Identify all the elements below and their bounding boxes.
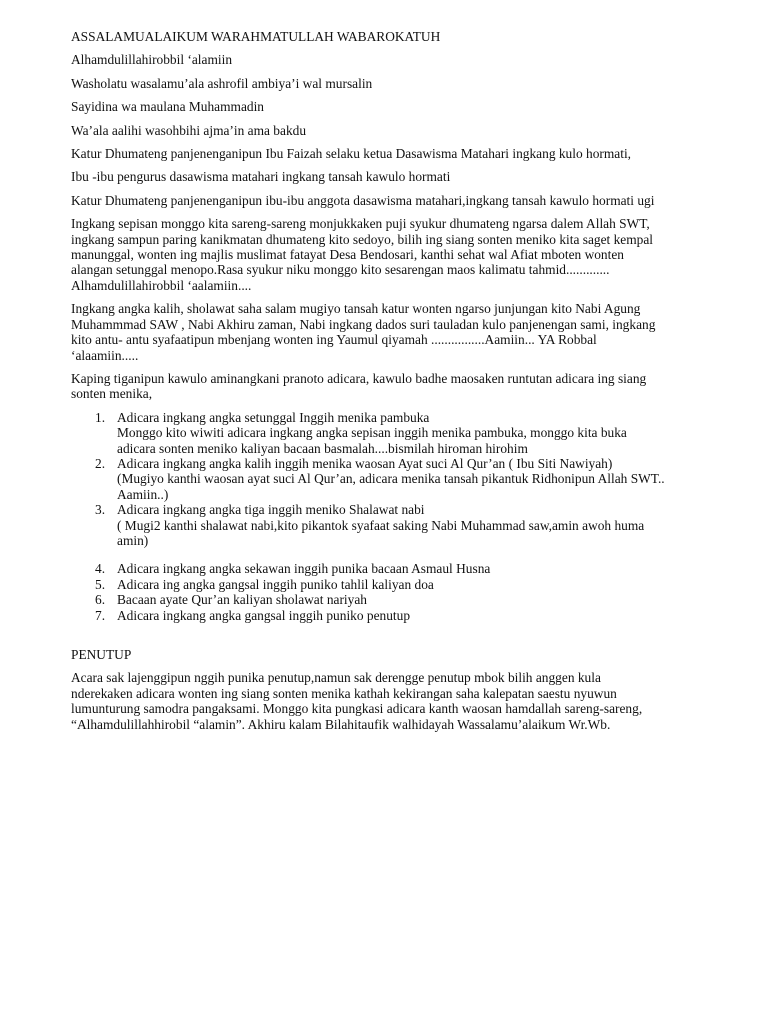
opening-line: Wa’ala aalihi wasohbihi ajma’in ama bakdu [71, 122, 307, 138]
paragraph-line: alangan setunggal menopo.Rasa syukur niku monggo kito sesarengan maos kalimatu tahmid............. [71, 262, 610, 278]
agenda-item [71, 577, 743, 592]
paragraph-line: manunggal, wonten ing majlis muslimat fatayat Desa Bendosari, kanthi sehat wal Afiat mboten wonten [71, 247, 624, 263]
paragraph-line: “Alhamdulillahhirobil “alamin”. Akhiru kalam Bilahitaufik walhidayah Wassalamu’alaikum Wr.Wb. [71, 716, 611, 732]
paragraph-line: kito antu- antu syafaatipun mbenjang wonten ing Yaumul qiyamah ................Aamiin... YA Robbal [71, 332, 597, 348]
paragraph-line: Ingkang sepisan monggo kita sareng-sareng monjukkaken puji syukur dhumateng ngarsa dalem Allah SWT, [71, 216, 650, 232]
salutation-line: Katur Dhumateng panjenenganipun Ibu Faizah selaku ketua Dasawisma Matahari ingkang kulo hormati, [71, 146, 632, 162]
paragraph-line: Ingkang angka kalih, sholawat saha salam mugiyo tansah katur wonten ngarso junjungan kito Nabi Agung [71, 301, 641, 317]
agenda-item-number: 4. [95, 561, 106, 577]
agenda-item-line: Adicara ingkang angka tiga inggih meniko Shalawat nabi [117, 502, 425, 518]
closing-heading: PENUTUP [71, 647, 132, 662]
agenda-item [71, 561, 743, 576]
agenda-item-number: 2. [95, 455, 106, 471]
agenda-intro-paragraph [71, 371, 743, 402]
agenda-item [71, 456, 743, 502]
paragraph-line: Muhammmad SAW , Nabi Akhiru zaman, Nabi ingkang dados suri tauladan kulo panjenengan sami, ingkang [71, 316, 656, 332]
agenda-item-line: Adicara ingkang angka gangsal inggih puniko penutup [117, 607, 411, 623]
agenda-item-line: Adicara ing angka gangsal inggih puniko tahlil kaliyan doa [117, 576, 434, 592]
greeting-heading: ASSALAMUALAIKUM WARAHMATULLAH WABAROKATUH [71, 29, 441, 44]
paragraph-line: ‘alaamiin..... [71, 347, 139, 363]
agenda-item-line: amin) [117, 532, 149, 548]
agenda-item [71, 502, 743, 548]
agenda-list [71, 410, 743, 549]
agenda-item-number: 7. [95, 607, 106, 623]
agenda-item-line: Adicara ingkang angka setunggal Inggih menika pambuka [117, 409, 430, 425]
agenda-item [71, 592, 743, 607]
paragraph-line: Acara sak lajenggipun nggih punika penutup,namun sak derengge penutup mbok bilih anggen kula [71, 670, 601, 686]
agenda-item-line: Bacaan ayate Qur’an kaliyan sholawat nariyah [117, 592, 367, 608]
agenda-item-number: 1. [95, 409, 106, 425]
paragraph-line: nderekaken adicara wonten ing siang sonten menika kathah kekirangan saha kalepatan saestu nyuwun [71, 685, 617, 701]
document-body [71, 29, 743, 740]
agenda-item-number: 6. [95, 592, 106, 608]
spacer [71, 623, 743, 647]
salutation-line: Ibu -ibu pengurus dasawisma matahari ingkang tansah kawulo hormati [71, 169, 451, 185]
agenda-item-line: Monggo kito wiwiti adicara ingkang angka sepisan inggih menika pambuka, monggo kita buka [117, 425, 627, 441]
opening-line: Sayidina wa maulana Muhammadin [71, 99, 265, 115]
agenda-item-number: 5. [95, 576, 106, 592]
agenda-item-line: Adicara ingkang angka sekawan inggih punika bacaan Asmaul Husna [117, 561, 491, 577]
gratitude-paragraph [71, 216, 743, 293]
agenda-list-continued [71, 561, 743, 623]
opening-line: Alhamdulillahirobbil ‘alamiin [71, 52, 233, 68]
paragraph-line: Alhamdulillahirobbil ‘aalamiin.... [71, 277, 252, 293]
spacer [71, 548, 743, 561]
agenda-item [71, 608, 743, 623]
paragraph-line: sonten menika, [71, 386, 153, 402]
agenda-item-line: ( Mugi2 kanthi shalawat nabi,kito pikantok syafaat saking Nabi Muhammad saw,amin awoh huma [117, 517, 645, 533]
agenda-item-line: Aamiin..) [117, 486, 169, 502]
agenda-item [71, 410, 743, 456]
salutation-line: Katur Dhumateng panjenenganipun ibu-ibu anggota dasawisma matahari,ingkang tansah kawulo hormati ugi [71, 192, 655, 208]
agenda-item-number: 3. [95, 502, 106, 518]
paragraph-line: lumunturung samodra pangaksami. Monggo kita pungkasi adicara kanth waosan hamdallah sareng-sareng, [71, 701, 643, 717]
closing-paragraph [71, 670, 743, 732]
sholawat-paragraph [71, 301, 743, 363]
paragraph-line: Kaping tiganipun kawulo aminangkani pranoto adicara, kawulo badhe maosaken runtutan adicara ing siang [71, 370, 647, 386]
agenda-item-line: (Mugiyo kanthi waosan ayat suci Al Qur’an, adicara menika tansah pikantuk Ridhonipun Allah SWT.. [117, 471, 665, 487]
opening-line: Washolatu wasalamu’ala ashrofil ambiya’i wal mursalin [71, 75, 373, 91]
paragraph-line: ingkang sampun paring kanikmatan dhumateng kito sedoyo, bilih ing siang sonten meniko kita saget kempal [71, 231, 654, 247]
agenda-item-line: adicara sonten meniko kaliyan bacaan basmalah....bismilah hiroman hirohim [117, 440, 528, 456]
agenda-item-line: Adicara ingkang angka kalih inggih menika waosan Ayat suci Al Qur’an ( Ibu Siti Nawiyah) [117, 455, 613, 471]
